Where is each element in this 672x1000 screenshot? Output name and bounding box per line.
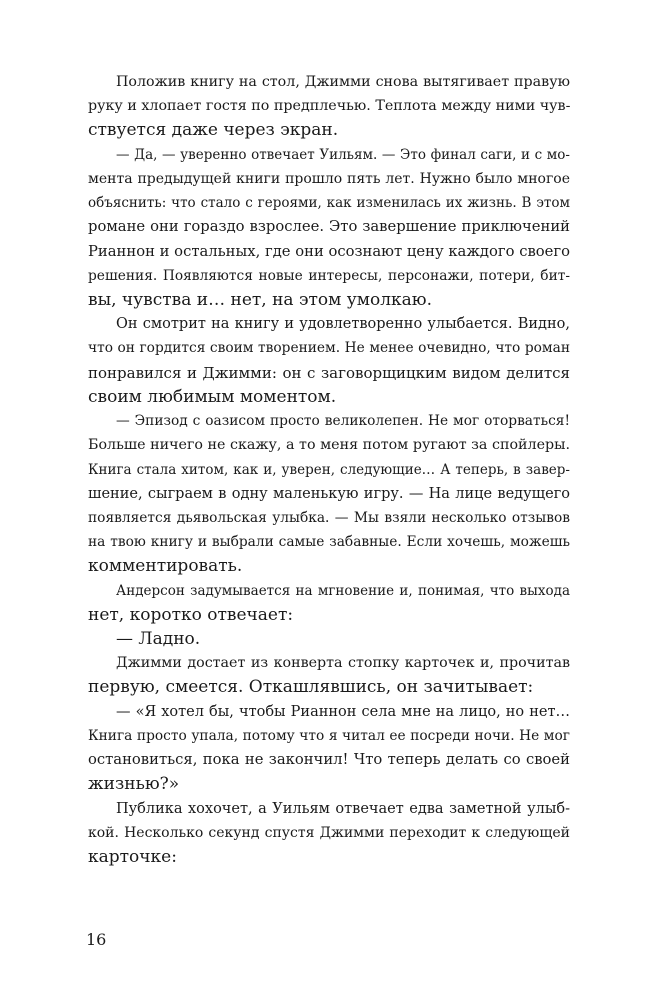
text-line: объяснить: что стало с героями, как изменилась их жизнь. В этом <box>88 195 570 212</box>
text-line: мента предыдущей книги прошло пять лет. Нужно было многое <box>88 170 570 187</box>
text-line: — «Я хотел бы, чтобы Рианнон села мне на лицо, но нет… <box>116 703 570 720</box>
text-line: Андерсон задумывается на мгновение и, понимая, что выхода <box>116 582 570 599</box>
text-line: комментировать. <box>88 556 243 577</box>
text-line: ствуется даже через экран. <box>88 120 339 141</box>
text-line: понравился и Джимми: он с заговорщицким видом делится <box>88 363 570 382</box>
text-line: появляется дьявольская улыбка. — Мы взяли несколько отзывов <box>88 509 570 526</box>
text-line: первую, смеется. Откашлявшись, он зачитывает: <box>88 677 534 698</box>
text-line: Рианнон и остальных, где они осознают цену каждого своего <box>88 242 570 260</box>
text-line: своим любимым моментом. <box>88 386 337 407</box>
text-line: — Эпизод с оазисом просто великолепен. Не мог оторваться! <box>116 413 570 430</box>
text-line: что он гордится своим творением. Не менее очевидно, что роман <box>88 340 570 357</box>
text-line: карточке: <box>88 847 177 867</box>
page-number: 16 <box>86 930 107 949</box>
text-line: кой. Несколько секунд спустя Джимми переходит к следующей <box>88 824 570 841</box>
text-line: жизнью?» <box>88 774 180 795</box>
text-line: Публика хохочет, а Уильям отвечает едва заметной улыб- <box>116 800 570 817</box>
text-line: нет, коротко отвечает: <box>88 604 294 625</box>
text-line: на твою книгу и выбрали самые забавные. Если хочешь, можешь <box>88 534 570 551</box>
text-line: шение, сыграем в одну маленькую игру. — На лице ведущего <box>88 485 570 502</box>
text-line: Книга стала хитом, как и, уверен, следующие… А теперь, в завер- <box>88 461 570 478</box>
text-line: — Ладно. <box>116 629 201 650</box>
body-text <box>88 70 570 869</box>
text-line: — Да, — уверенно отвечает Уильям. — Это финал саги, и с мо- <box>116 146 570 163</box>
text-line: решения. Появляются новые интересы, персонажи, потери, бит- <box>88 267 570 284</box>
text-line: Книга просто упала, потому что я читал ее посреди ночи. Не мог <box>88 727 570 744</box>
text-line: романе они гораздо взрослее. Это завершение приключений <box>88 218 570 236</box>
text-line: Положив книгу на стол, Джимми снова вытягивает правую <box>116 74 570 90</box>
text-line: руку и хлопает гостя по предплечью. Теплота между ними чув- <box>88 98 571 115</box>
text-line: Джимми достает из конверта стопку карточек и, прочитав <box>116 655 570 672</box>
text-line: остановиться, пока не закончил! Что теперь делать со своей <box>88 751 570 769</box>
text-line: вы, чувства и… нет, на этом умолкаю. <box>88 289 432 310</box>
text-line: Он смотрит на книгу и удовлетворенно улыбается. Видно, <box>116 316 570 333</box>
text-line: Больше ничего не скажу, а то меня потом ругают за спойлеры. <box>88 437 570 454</box>
